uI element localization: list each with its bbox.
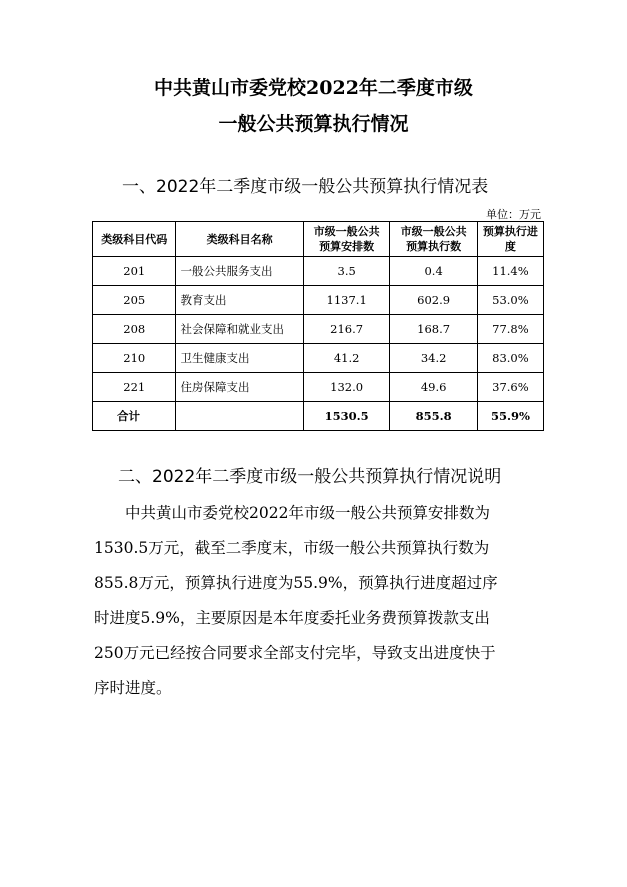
paragraph-line: 855.8万元，预算执行进度为55.9%，预算执行进度超过序 [94, 574, 498, 592]
header-budget-line2: 预算安排数 [319, 240, 375, 253]
cell-code: 201 [93, 257, 176, 286]
unit-label: 单位：万元 [486, 208, 541, 221]
total-progress: 55.9% [477, 402, 543, 431]
section-heading-2: 二、2022年二季度市级一般公共预算执行情况说明 [118, 467, 502, 487]
cell-name: 教育支出 [176, 286, 303, 315]
cell-executed: 49.6 [390, 373, 477, 402]
cell-budget: 3.5 [303, 257, 390, 286]
cell-executed: 168.7 [390, 315, 477, 344]
paragraph-line: 中共黄山市委党校2022年市级一般公共预算安排数为 [94, 504, 490, 522]
cell-executed: 0.4 [390, 257, 477, 286]
table-row [93, 315, 544, 344]
cell-name: 卫生健康支出 [176, 344, 303, 373]
header-progress: 预算执行进度 [477, 222, 543, 257]
cell-budget: 41.2 [303, 344, 390, 373]
table-row [93, 257, 544, 286]
cell-name: 一般公共服务支出 [176, 257, 303, 286]
total-name [176, 402, 303, 431]
cell-progress: 37.6% [477, 373, 543, 402]
document-title-line1: 中共黄山市委党校2022年二季度市级 [154, 77, 473, 99]
cell-executed: 34.2 [390, 344, 477, 373]
cell-executed: 602.9 [390, 286, 477, 315]
budget-table [92, 221, 544, 431]
table-row [93, 373, 544, 402]
table-total-row [93, 402, 544, 431]
cell-code: 210 [93, 344, 176, 373]
section-heading-1: 一、2022年二季度市级一般公共预算执行情况表 [122, 177, 489, 197]
explanation-paragraph [94, 496, 538, 706]
paragraph-line: 时进度5.9%，主要原因是本年度委托业务费预算拨款支出 [94, 609, 490, 627]
cell-code: 208 [93, 315, 176, 344]
header-budget [303, 222, 390, 257]
total-budget: 1530.5 [303, 402, 390, 431]
document-title-line2: 一般公共预算执行情况 [218, 113, 409, 135]
table-row [93, 286, 544, 315]
total-label: 合计 [93, 402, 176, 431]
header-executed-line1: 市级一般公共 [400, 225, 467, 238]
cell-progress: 11.4% [477, 257, 543, 286]
cell-progress: 53.0% [477, 286, 543, 315]
cell-budget: 216.7 [303, 315, 390, 344]
header-executed-line2: 预算执行数 [406, 240, 462, 253]
cell-name: 社会保障和就业支出 [176, 315, 303, 344]
table-header-row [93, 222, 544, 257]
table-row [93, 344, 544, 373]
paragraph-line: 1530.5万元，截至二季度末，市级一般公共预算执行数为 [94, 539, 490, 557]
cell-progress: 77.8% [477, 315, 543, 344]
total-executed: 855.8 [390, 402, 477, 431]
header-budget-line1: 市级一般公共 [313, 225, 380, 238]
cell-name: 住房保障支出 [176, 373, 303, 402]
header-name: 类级科目名称 [176, 222, 303, 257]
header-executed [390, 222, 477, 257]
cell-progress: 83.0% [477, 344, 543, 373]
paragraph-line: 250万元已经按合同要求全部支付完毕，导致支出进度快于 [94, 644, 496, 662]
cell-code: 221 [93, 373, 176, 402]
paragraph-line: 序时进度。 [94, 679, 172, 697]
cell-code: 205 [93, 286, 176, 315]
cell-budget: 1137.1 [303, 286, 390, 315]
cell-budget: 132.0 [303, 373, 390, 402]
header-code: 类级科目代码 [93, 222, 176, 257]
